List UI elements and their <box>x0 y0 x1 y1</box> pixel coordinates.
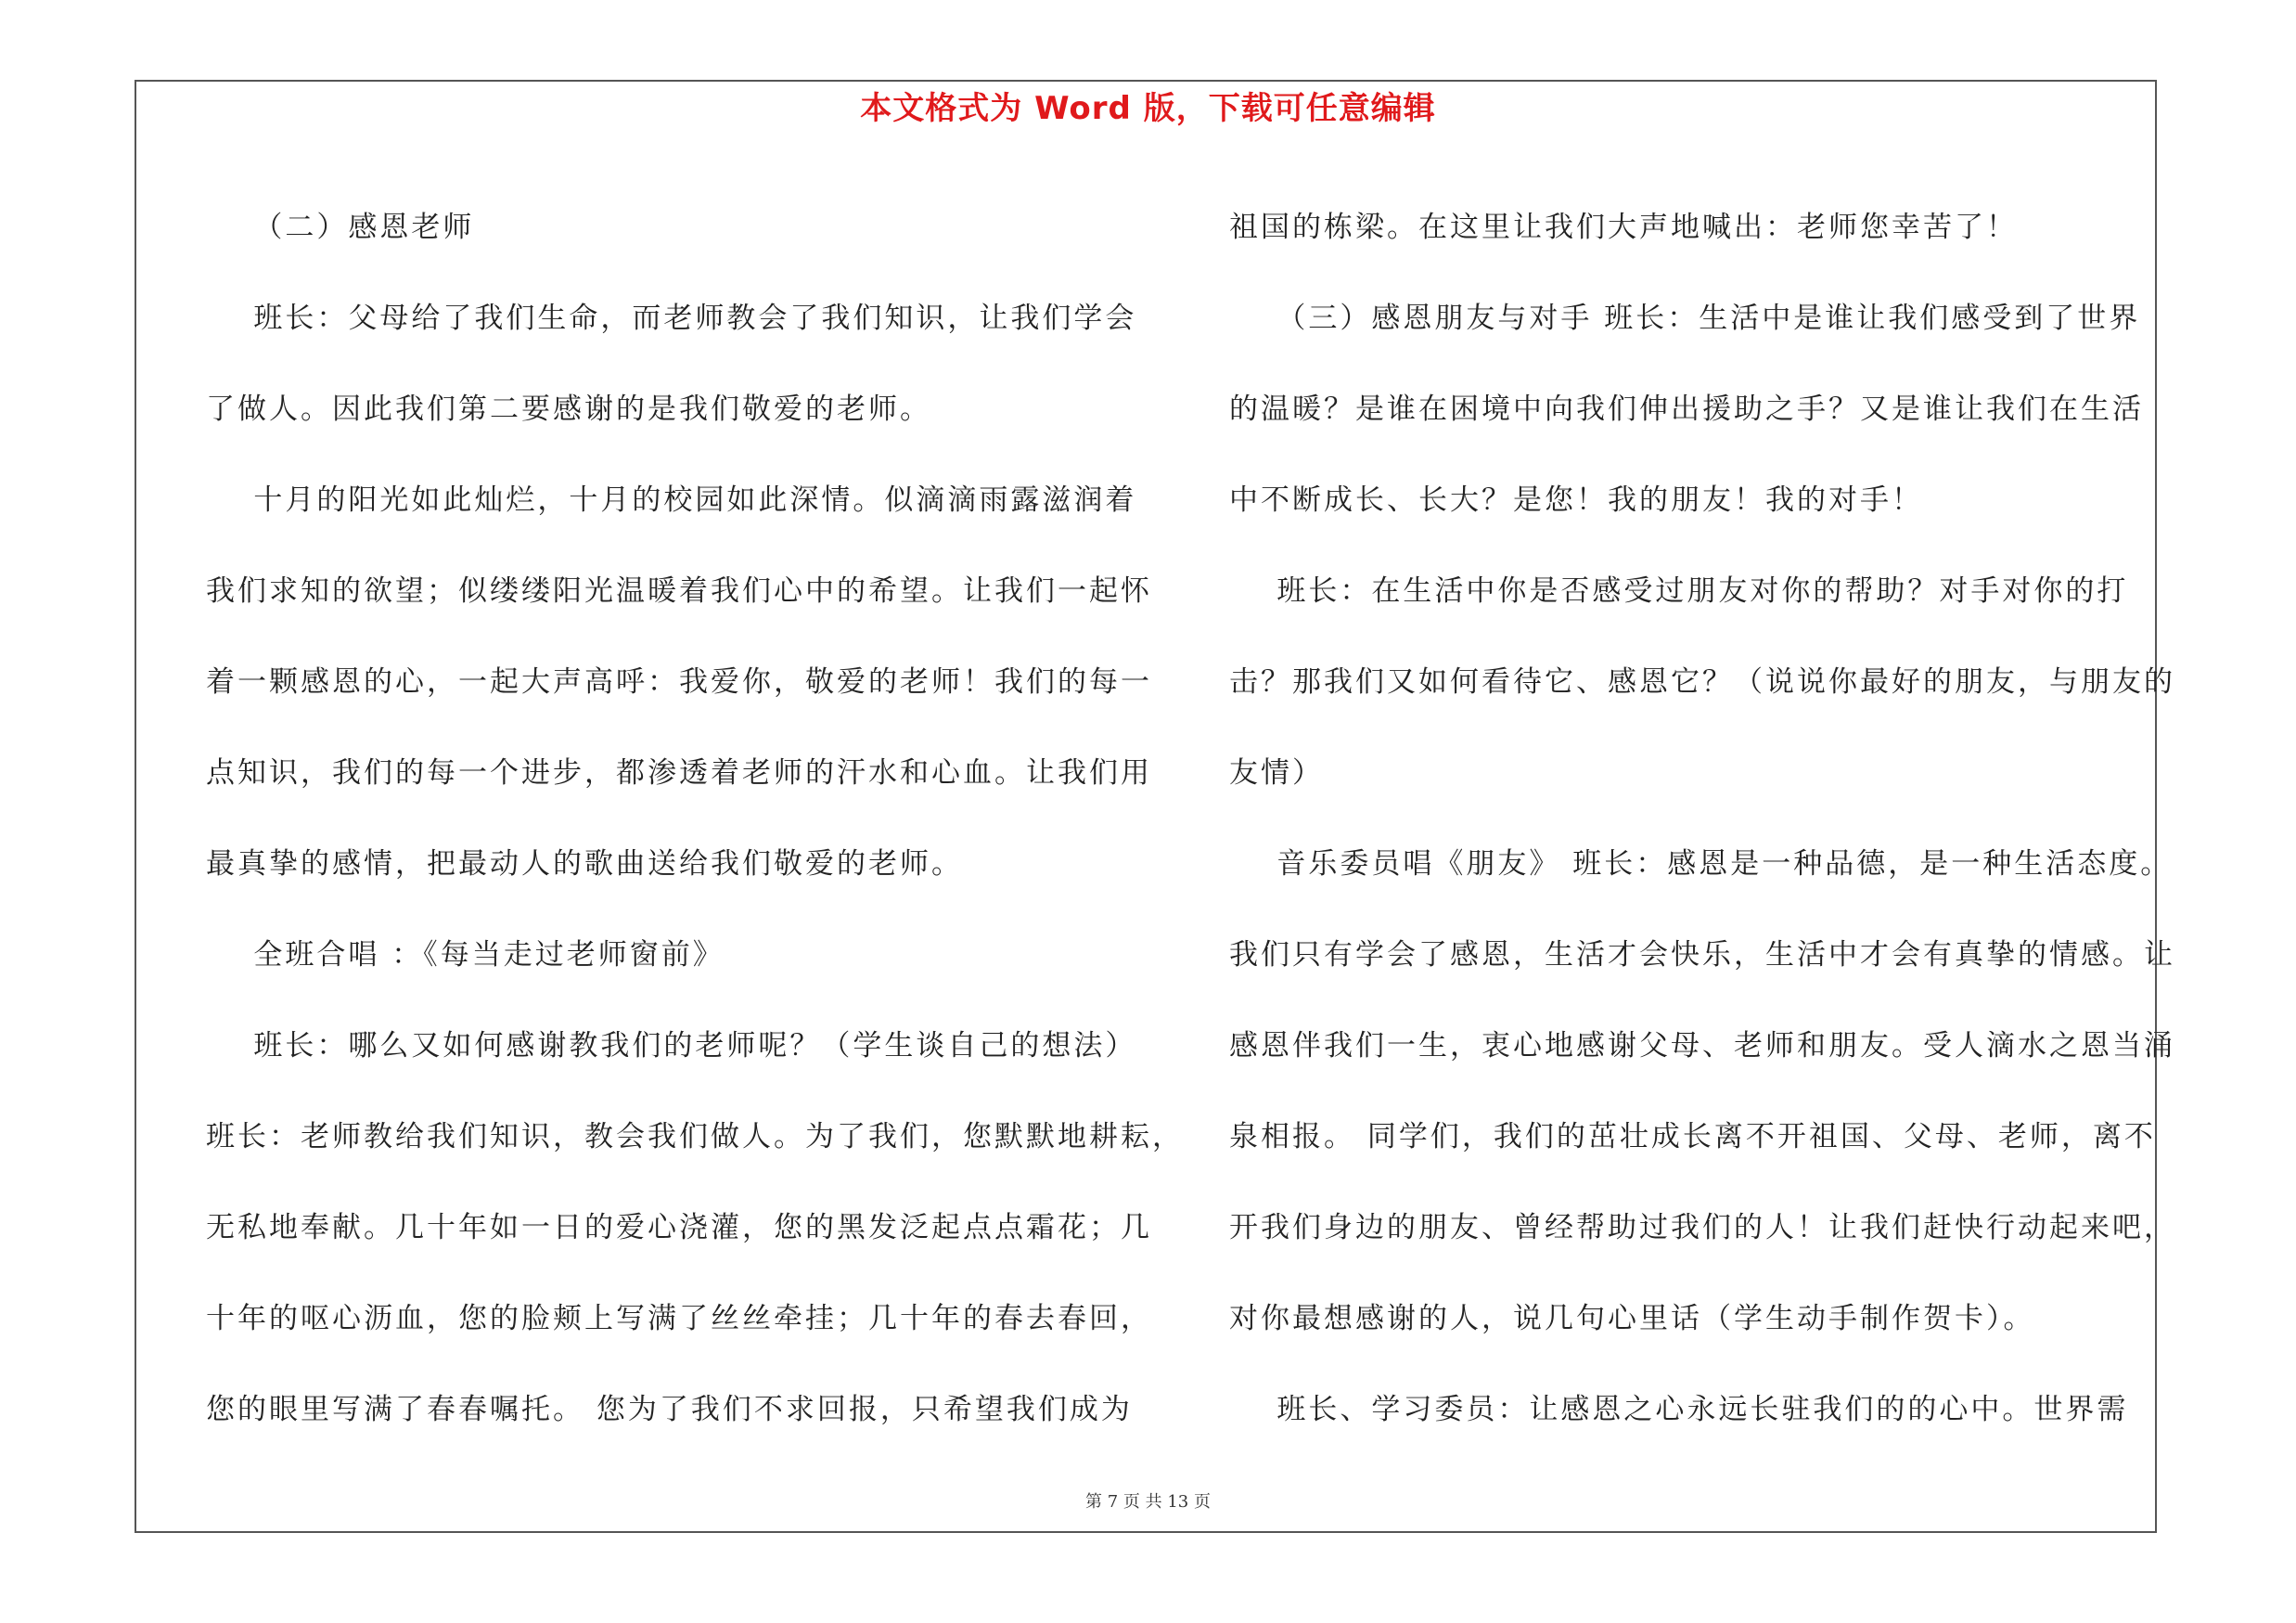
text-line: 班长：父母给了我们生命，而老师教会了我们知识，让我们学会 <box>206 302 1137 335</box>
text-line: （三）感恩朋友与对手 班长：生活中是谁让我们感受到了世界 <box>1229 302 2141 335</box>
text-line: 击？那我们又如何看待它、感恩它？（说说你最好的朋友，与朋友的 <box>1229 665 2175 699</box>
text-line: 班长：在生活中你是否感受过朋友对你的帮助？对手对你的打 <box>1229 574 2129 608</box>
page-number: 第 7 页 共 13 页 <box>1085 1492 1211 1512</box>
text-line: 的温暖？是谁在困境中向我们伸出援助之手？又是谁让我们在生活 <box>1229 393 2144 426</box>
text-line: 感恩伴我们一生，衷心地感谢父母、老师和朋友。受人滴水之恩当涌 <box>1229 1029 2175 1063</box>
text-line: 音乐委员唱《朋友》 班长：感恩是一种品德，是一种生活态度。 <box>1229 847 2173 881</box>
text-line: 全班合唱 ：《每当走过老师窗前》 <box>206 938 725 972</box>
text-line: 中不断成长、长大？是您！我的朋友！我的对手！ <box>1229 483 1923 517</box>
left-column <box>206 182 1184 1455</box>
text-line: 我们求知的欲望；似缕缕阳光温暖着我们心中的希望。让我们一起怀 <box>206 574 1152 608</box>
text-line: 我们只有学会了感恩，生活才会快乐，生活中才会有真挚的情感。让 <box>1229 938 2175 972</box>
text-line: 了做人。因此我们第二要感谢的是我们敬爱的老师。 <box>206 393 931 426</box>
right-column <box>1229 182 2175 1455</box>
text-line: 点知识，我们的每一个进步，都渗透着老师的汗水和心血。让我们用 <box>206 756 1152 790</box>
text-line: （二）感恩老师 <box>206 211 475 244</box>
text-line: 友情） <box>1229 756 1324 790</box>
text-line: 十年的呕心沥血，您的脸颊上写满了丝丝牵挂；几十年的春去春回， <box>206 1302 1152 1335</box>
text-line: 十月的阳光如此灿烂，十月的校园如此深情。似滴滴雨露滋润着 <box>206 483 1137 517</box>
text-line: 开我们身边的朋友、曾经帮助过我们的人！让我们赶快行动起来吧， <box>1229 1211 2175 1244</box>
text-line: 无私地奉献。几十年如一日的爱心浇灌，您的黑发泛起点点霜花；几 <box>206 1211 1152 1244</box>
header-banner: 本文格式为 Word 版，下载可任意编辑 <box>860 90 1436 127</box>
text-line: 最真挚的感情，把最动人的歌曲送给我们敬爱的老师。 <box>206 847 963 881</box>
text-line: 班长：老师教给我们知识，教会我们做人。为了我们，您默默地耕耘， <box>206 1120 1184 1153</box>
text-line: 对你最想感谢的人，说几句心里话（学生动手制作贺卡）。 <box>1229 1302 2035 1335</box>
text-line: 班长、学习委员：让感恩之心永远长驻我们的的心中。世界需 <box>1229 1393 2129 1426</box>
text-line: 您的眼里写满了春春嘱托。 您为了我们不求回报，只希望我们成为 <box>206 1393 1133 1426</box>
text-line: 祖国的栋梁。在这里让我们大声地喊出：老师您幸苦了！ <box>1229 211 2018 244</box>
text-line: 班长：哪么又如何感谢教我们的老师呢？（学生谈自己的想法） <box>206 1029 1137 1063</box>
text-line: 着一颗感恩的心，一起大声高呼：我爱你，敬爱的老师！我们的每一 <box>206 665 1152 699</box>
text-line: 泉相报。 同学们，我们的茁壮成长离不开祖国、父母、老师，离不 <box>1229 1120 2156 1153</box>
